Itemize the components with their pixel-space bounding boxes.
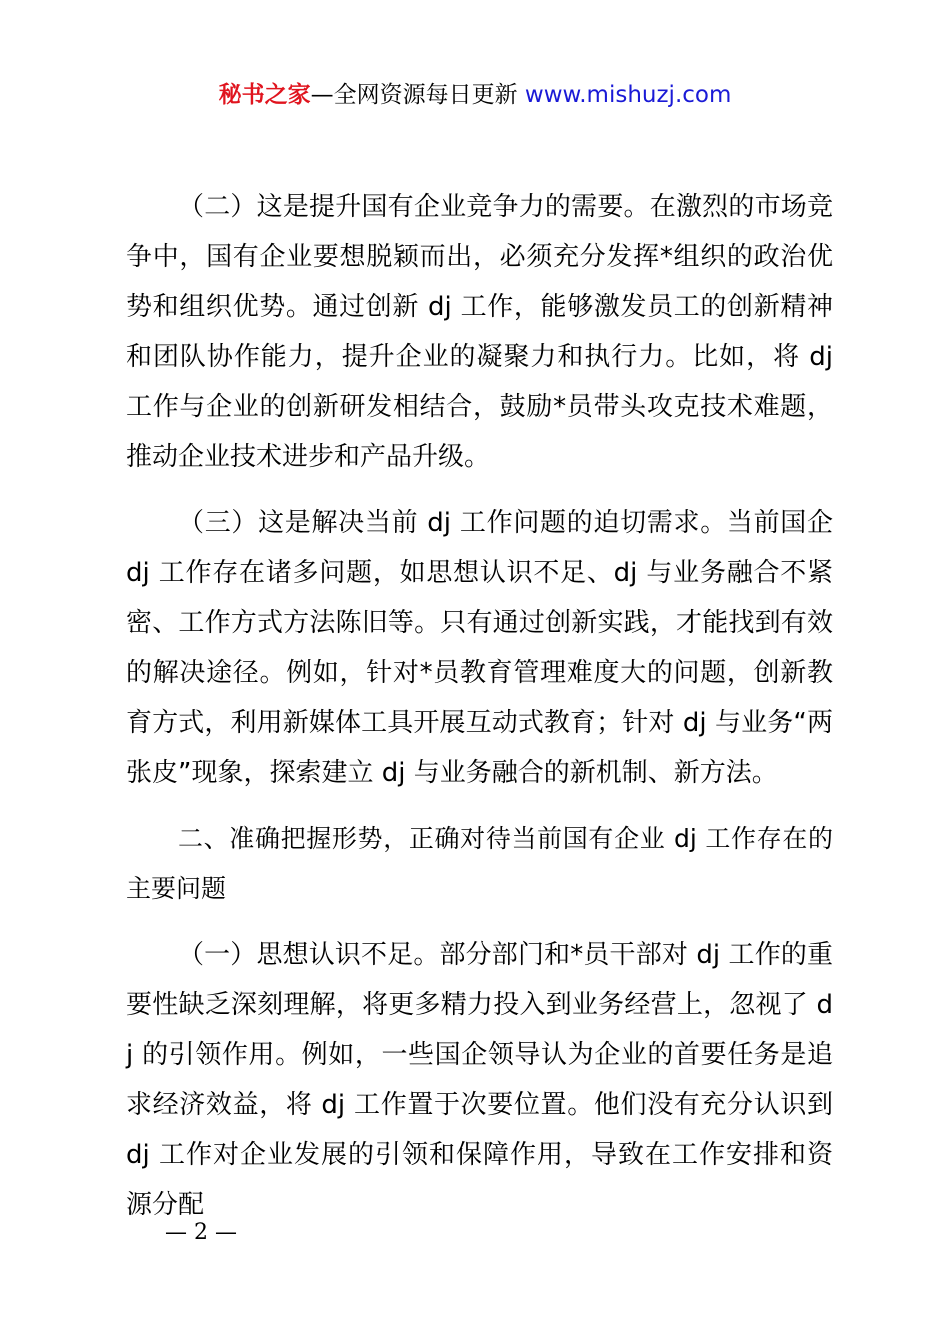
paragraph: （二）这是提升国有企业竞争力的需要。在激烈的市场竞争中，国有企业要想脱颖而出，必须充分发挥*组织的政治优势和组织优势。通过创新 dj 工作，能够激发员工的创新精神和团队协作能力，提升企业的凝聚力和执行力。比如，将 dj 工作与企业的创新研发相结合，鼓励*员带头攻克技术难题，推动企业技术进步和产品升级。 <box>126 192 833 472</box>
section-heading: 二、准确把握形势，正确对待当前国有企业 dj 工作存在的主要问题 <box>126 824 833 903</box>
page-number: — 2 — <box>165 1220 237 1245</box>
site-url-link[interactable]: www.mishuzj.com <box>524 82 732 108</box>
paragraph: （一）思想认识不足。部分部门和*员干部对 dj 工作的重要性缺乏深刻理解，将更多精力投入到业务经营上，忽视了 dj 的引领作用。例如，一些国企领导认为企业的首要任务是追求经济效益，将 dj 工作置于次要位置。他们没有充分认识到 dj 工作对企业发展的引领和保障作用，导致在工作安排和资源分配 <box>126 940 833 1220</box>
header-slogan: —全网资源每日更新 <box>310 82 525 108</box>
paragraph: （三）这是解决当前 dj 工作问题的迫切需求。当前国企 dj 工作存在诸多问题，如思想认识不足、dj 与业务融合不紧密、工作方式方法陈旧等。只有通过创新实践，才能找到有效的解决途径。例如，针对*员教育管理难度大的问题，创新教育方式，利用新媒体工具开展互动式教育；针对 dj 与业务“两张皮”现象，探索建立 dj 与业务融合的新机制、新方法。 <box>126 508 833 788</box>
site-header <box>0 78 950 112</box>
brand-name: 秘书之家 <box>218 82 311 108</box>
document-body <box>126 182 833 1230</box>
